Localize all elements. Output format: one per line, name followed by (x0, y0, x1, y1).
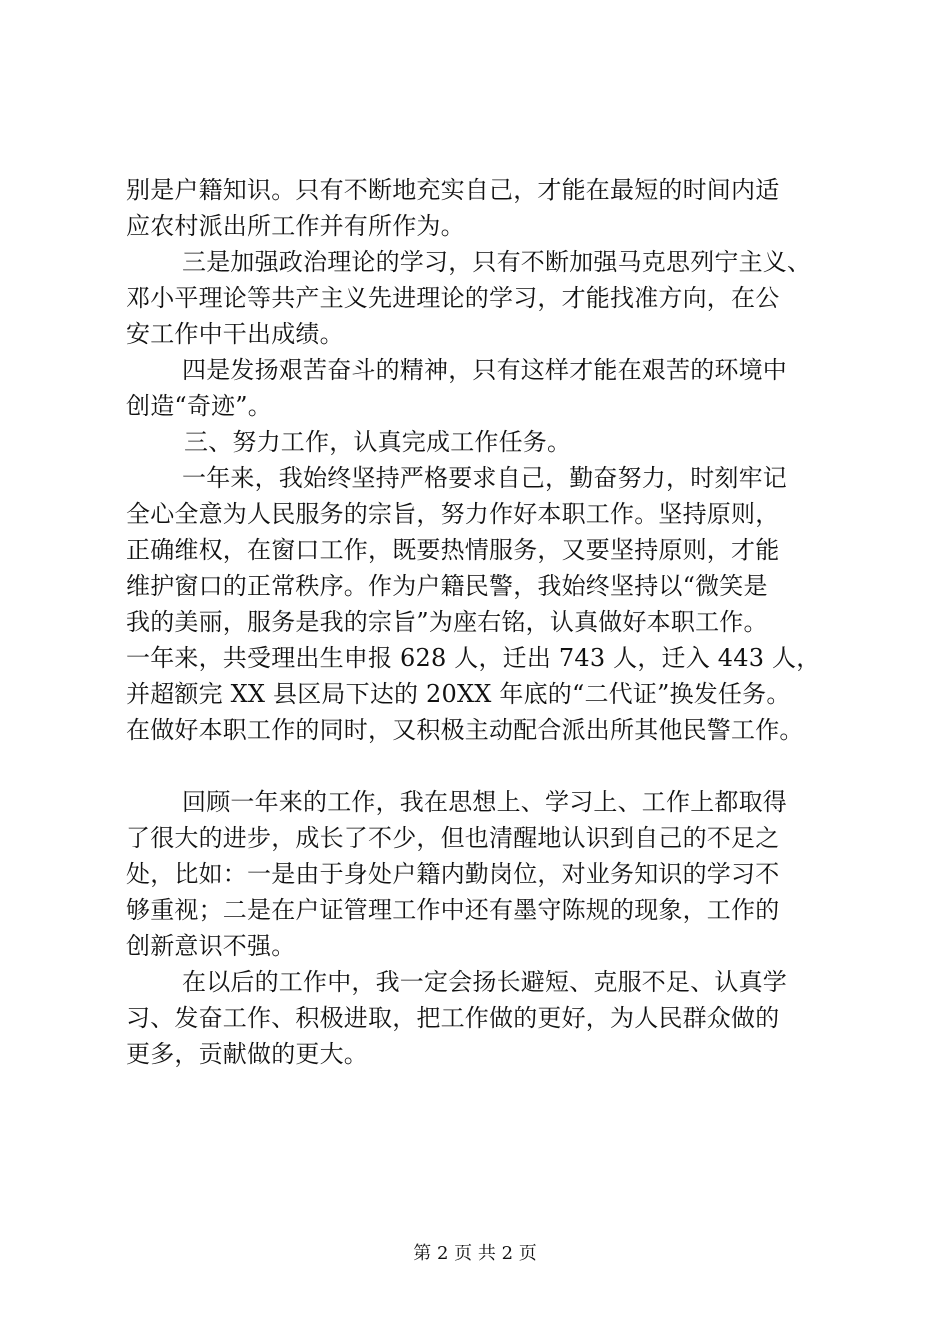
paragraph-gap (126, 748, 846, 784)
document-body (126, 172, 846, 1072)
text-line: 别是户籍知识。只有不断地充实自己，才能在最短的时间内适 (126, 176, 780, 204)
text-line: 四是发扬艰苦奋斗的精神，只有这样才能在艰苦的环境中 (182, 356, 787, 384)
text-line: 应农村派出所工作并有所作为。 (126, 212, 465, 240)
text-line: 更多，贡献做的更大。 (126, 1040, 368, 1068)
text-line: 邓小平理论等共产主义先进理论的学习，才能找准方向，在公 (126, 284, 780, 312)
text-line: 习、发奋工作、积极进取，把工作做的更好，为人民群众做的 (126, 1004, 780, 1032)
text-line: 一年来，共受理出生申报 628 人，迁出 743 人，迁入 443 人， (126, 644, 821, 672)
text-line: 正确维权，在窗口工作，既要热情服务，又要坚持原则，才能 (126, 536, 780, 564)
text-line: 创造“奇迹”。 (126, 392, 272, 420)
text-line: 并超额完 XX 县区局下达的 20XX 年底的“二代证”换发任务。 (126, 680, 791, 708)
page-number: 第 2 页 共 2 页 (413, 1243, 537, 1264)
text-line: 一年来，我始终坚持严格要求自己，勤奋努力，时刻牢记 (182, 464, 787, 492)
text-line: 回顾一年来的工作，我在思想上、学习上、工作上都取得 (182, 788, 787, 816)
text-line: 安工作中干出成绩。 (126, 320, 344, 348)
text-line: 在做好本职工作的同时，又积极主动配合派出所其他民警工作。 (126, 716, 804, 744)
text-line: 我的美丽，服务是我的宗旨”为座右铭，认真做好本职工作。 (126, 608, 768, 636)
text-line: 创新意识不强。 (126, 932, 296, 960)
section-heading: 三、努力工作，认真完成工作任务。 (184, 428, 572, 456)
page-footer (0, 1242, 950, 1266)
text-line: 处，比如：一是由于身处户籍内勤岗位，对业务知识的学习不 (126, 860, 780, 888)
text-line: 在以后的工作中，我一定会扬长避短、克服不足、认真学 (182, 968, 787, 996)
text-line: 够重视；二是在户证管理工作中还有墨守陈规的现象，工作的 (126, 896, 780, 924)
text-line: 维护窗口的正常秩序。作为户籍民警，我始终坚持以“微笑是 (126, 572, 768, 600)
text-line: 了很大的进步，成长了不少，但也清醒地认识到自己的不足之 (126, 824, 780, 852)
text-line: 全心全意为人民服务的宗旨，努力作好本职工作。坚持原则， (126, 500, 780, 528)
text-line: 三是加强政治理论的学习，只有不断加强马克思列宁主义、 (182, 248, 812, 276)
